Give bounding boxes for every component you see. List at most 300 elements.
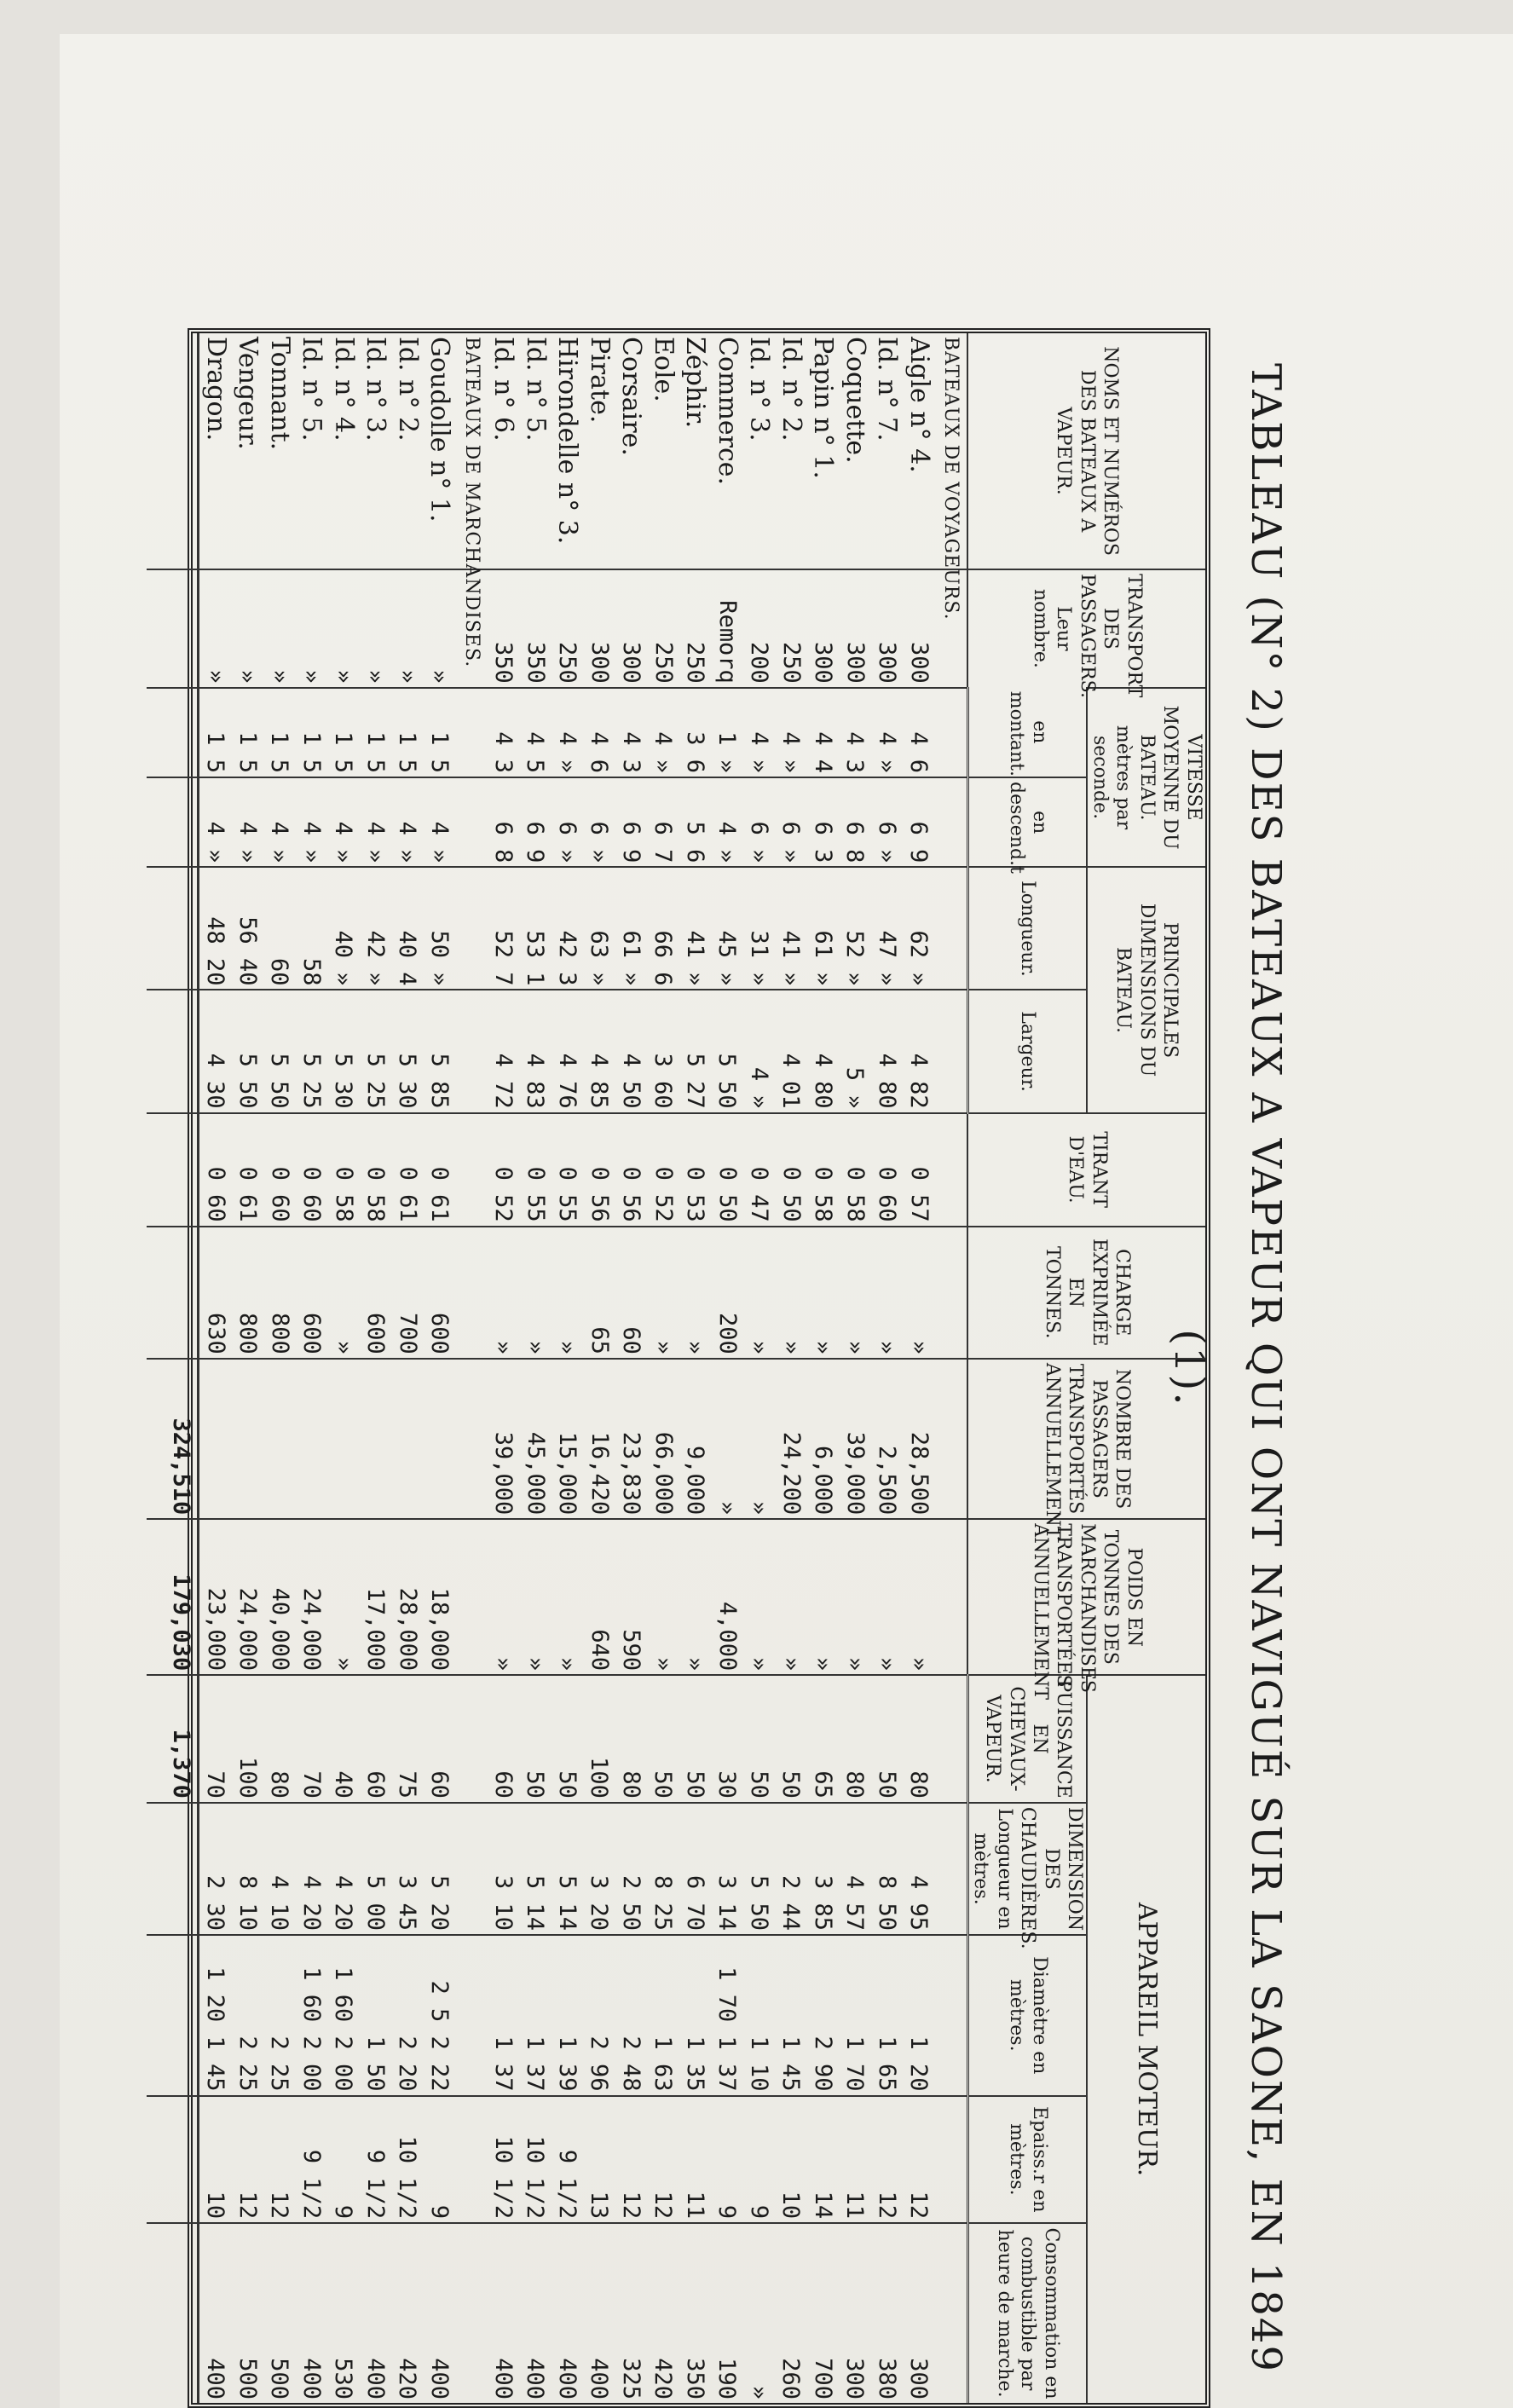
table-cell: 1 37 — [522, 2036, 549, 2092]
table-cell: 4 72 — [490, 1053, 517, 1109]
table-cell: » — [234, 669, 262, 684]
table-cell: 40 — [330, 1770, 357, 1799]
table-cell: 300 — [841, 2358, 869, 2399]
table-cell: 50 — [777, 1770, 805, 1799]
header-transport — [968, 569, 1206, 698]
section-spacer — [935, 782, 967, 863]
table-cell — [200, 1363, 233, 1515]
table-cell: » — [490, 1340, 517, 1354]
table-cell: 30 — [713, 1770, 741, 1799]
col-poids — [199, 1519, 968, 1675]
table-cell: 2 25 — [266, 2036, 293, 2092]
section-spacer — [935, 2227, 967, 2399]
table-cell: 24,000 — [234, 1587, 262, 1672]
table-cell: 0 52 — [490, 1166, 517, 1222]
table-cell: 50 — [554, 1770, 580, 1799]
table-cell: 2 30 — [202, 1875, 229, 1932]
header-longueur: Longueur. — [968, 867, 1088, 990]
table-cell — [296, 1363, 328, 1515]
table-cell: 4 76 — [554, 1053, 580, 1109]
section-spacer — [935, 994, 967, 1108]
table-cell: 18,000 — [426, 1587, 453, 1672]
table-cell: 9 1/2 — [298, 2149, 325, 2220]
header-names: NOMS ET NUMÉROS DES BATEAUX A VAPEUR. — [968, 333, 1206, 569]
section-spacer — [456, 1523, 488, 1671]
table-cell: 16,420 — [586, 1431, 613, 1516]
table-cell: 12 — [650, 2191, 677, 2220]
table-cell: 300 — [905, 2358, 933, 2399]
table-cell: 3 14 — [713, 1875, 741, 1932]
table-cell: 12 — [234, 2191, 261, 2220]
table-cell: 9,000 — [682, 1446, 709, 1516]
table-cell: 10 — [777, 2191, 805, 2220]
table-cell — [232, 1363, 264, 1515]
table-cell: 5 30 — [330, 1053, 357, 1109]
table-cell: 250 — [554, 641, 581, 684]
table-cell: 14 — [810, 2191, 836, 2220]
table-cell: 4 3 — [618, 731, 644, 774]
section-spacer — [455, 692, 488, 773]
table-cell: 2 44 — [777, 1875, 805, 1932]
table-cell: 42 » — [362, 930, 389, 986]
table-cell: 300 — [586, 641, 613, 684]
table-cell: 40,000 — [267, 1587, 293, 1672]
table-cell: 24,000 — [298, 1587, 326, 1672]
table-cell: 1 5 — [362, 731, 389, 774]
table-cell: 41 » — [682, 930, 708, 986]
table-cell: 400 — [298, 2358, 325, 2399]
table-cell: 0 61 — [426, 1166, 453, 1222]
table-cell: 50 — [874, 1770, 900, 1799]
table-cell: 58 — [298, 957, 325, 986]
table-cell: » — [682, 1340, 709, 1354]
table-cell: 6,000 — [810, 1446, 837, 1516]
header-puissance: PUISSANCE EN CHEVAUX-VAPEUR. — [968, 1675, 1088, 1803]
table-cell: 600 — [362, 1313, 390, 1354]
boat-name: Papin n° 1. — [808, 337, 839, 479]
table-cell: 4 80 — [810, 1053, 836, 1109]
table-cell: » — [746, 1340, 773, 1354]
boat-name: Commerce. — [713, 337, 742, 486]
data-table — [147, 333, 1206, 2403]
table-cell: 300 — [618, 641, 645, 684]
table-cell: 11 — [682, 2191, 708, 2220]
table-cell: 5 6 — [682, 821, 708, 863]
table-cell: » — [362, 669, 390, 684]
table-cell: 420 — [394, 2358, 421, 2399]
table-cell: 2 48 — [618, 2036, 644, 2092]
table-cell: 48 20 — [202, 916, 229, 986]
table-cell: 60 — [426, 1770, 453, 1799]
header-largeur: Largeur. — [968, 990, 1088, 1112]
table-cell: 640 — [586, 1629, 613, 1672]
col-transport — [199, 569, 968, 688]
boat-name: Corsaire. — [616, 337, 647, 456]
table-cell: » — [746, 1656, 773, 1672]
section-spacer — [455, 1679, 488, 1799]
table-cell: 80 — [266, 1770, 293, 1799]
table-cell: 300 — [874, 641, 901, 684]
table-cell: 1 60 2 00 — [330, 1966, 357, 2092]
section-spacer — [455, 1939, 488, 2091]
totals-row — [147, 333, 199, 2403]
table-cell: 6 » — [874, 821, 900, 863]
header-tirant: TIRANT D'EAU. — [968, 1113, 1206, 1227]
boat-name: Aigle n° 4. — [904, 337, 934, 473]
table-cell: 3 20 — [586, 1875, 613, 1932]
table-cell: 1 5 — [330, 731, 357, 774]
table-cell: » — [842, 1340, 869, 1354]
table-cell: 4 » — [426, 821, 453, 863]
table-cell: 9 — [713, 2204, 741, 2220]
table-cell: 4 » — [330, 821, 357, 863]
table-cell: » — [331, 1656, 357, 1672]
table-cell: » — [554, 1340, 581, 1354]
table-cell: 1 5 — [298, 731, 325, 774]
boat-name: Pirate. — [585, 337, 615, 424]
table-cell: 12 — [266, 2191, 293, 2220]
table-cell: 4 83 — [522, 1053, 549, 1109]
table-cell: 47 » — [874, 930, 900, 986]
table-cell: 250 — [682, 641, 709, 684]
table-cell: 1 60 2 00 — [298, 1966, 325, 2092]
boat-name: Id. n° 3. — [744, 337, 775, 442]
table-cell: 6 9 — [522, 821, 549, 863]
table-cell: 400 — [554, 2358, 580, 2399]
table-cell: 1 5 — [426, 731, 453, 774]
table-cell: 66,000 — [650, 1431, 677, 1516]
col-chaud-diametre — [199, 1935, 968, 2095]
table-cell: 17,000 — [362, 1587, 390, 1672]
table-cell: 1 70 1 37 — [713, 1966, 741, 2092]
table-cell: 4 » — [713, 821, 741, 863]
table-cell: 4 80 — [874, 1053, 900, 1109]
table-cell: » — [523, 1656, 549, 1672]
header-dimensions: PRINCIPALES DIMENSIONS DU BATEAU. — [1088, 867, 1206, 1112]
boat-name: Tonnant. — [265, 337, 295, 451]
table-cell — [392, 1363, 424, 1515]
table-cell: » — [395, 669, 421, 684]
table-cell: 4 » — [362, 821, 389, 863]
table-cell: 1 20 1 45 — [202, 1966, 229, 2092]
table-cell: 42 3 — [554, 930, 580, 986]
table-cell: 5 20 — [426, 1875, 453, 1932]
table-cell: 190 — [713, 2358, 741, 2399]
col-chaud-epaisseur — [199, 2096, 968, 2224]
table-cell: 12 — [905, 2191, 933, 2220]
table-cell: 53 1 — [522, 930, 549, 986]
table-cell: 41 » — [777, 930, 805, 986]
steamboat-table — [168, 328, 1210, 2408]
table-cell: 2 50 — [618, 1875, 644, 1932]
table-cell: 6 9 — [618, 821, 644, 863]
boat-name: Id. n° 6. — [488, 337, 519, 442]
table-cell: 52 7 — [490, 930, 517, 986]
table-cell: 0 56 — [618, 1166, 645, 1222]
table-cell: 250 — [778, 641, 805, 684]
boat-name: Vengeur. — [233, 337, 263, 450]
table-cell: » — [746, 1501, 773, 1516]
table-body — [147, 333, 968, 2403]
table-cell: 4 10 — [266, 1875, 293, 1932]
boat-name: Id. n° 7. — [872, 337, 903, 442]
section-spacer — [935, 1679, 967, 1799]
table-cell: 8 10 — [234, 1875, 261, 1932]
table-cell: 0 58 — [810, 1166, 837, 1222]
table-cell: 10 1/2 — [394, 2135, 421, 2220]
table-cell: 350 — [682, 2358, 708, 2399]
table-cell: » — [682, 1656, 709, 1672]
table-cell: 400 — [586, 2358, 613, 2399]
section-spacer — [455, 871, 488, 985]
table-cell: 5 14 — [554, 1875, 580, 1932]
table-cell: 6 » — [777, 821, 805, 863]
table-cell: 2 90 — [810, 2036, 836, 2092]
table-cell: » — [778, 1340, 805, 1354]
table-cell: 5 50 — [234, 1053, 261, 1109]
table-cell: 4 20 — [330, 1875, 357, 1932]
table-data-row — [199, 333, 968, 2403]
table-cell: 4 » — [777, 731, 805, 774]
table-cell: 6 8 — [841, 821, 869, 863]
boat-name: Eole. — [649, 337, 679, 402]
table-cell: 325 — [618, 2358, 644, 2399]
boat-name: Id. n° 2. — [777, 337, 806, 442]
table-cell: 4 » — [234, 821, 261, 863]
table-cell: 4 » — [202, 821, 229, 863]
table-cell: 8 50 — [874, 1875, 900, 1932]
table-cell: 250 — [650, 641, 677, 684]
table-cell: 40 » — [330, 930, 357, 986]
table-cell: 4 30 — [202, 1053, 229, 1109]
table-cell: 52 » — [841, 930, 869, 986]
table-cell: 590 — [618, 1629, 645, 1672]
table-cell: 0 50 — [714, 1166, 741, 1222]
table-cell: 10 1/2 — [522, 2135, 549, 2220]
header-vitesse-down: en descend.t — [968, 777, 1088, 867]
table-cell: 4 85 — [586, 1053, 613, 1109]
table-cell: 1 5 — [266, 731, 293, 774]
table-cell: 0 60 — [203, 1166, 229, 1222]
table-cell: 6 3 — [810, 821, 836, 863]
section-spacer — [935, 1231, 967, 1354]
table-cell: 0 60 — [267, 1166, 293, 1222]
table-cell: 50 » — [426, 930, 453, 986]
table-cell: 4 3 — [490, 731, 517, 774]
col-charge — [199, 1227, 968, 1359]
table-cell: 65 — [810, 1770, 836, 1799]
table-cell: 400 — [426, 2358, 453, 2399]
boat-name: Dragon. — [201, 337, 231, 442]
table-cell: 12 — [618, 2191, 644, 2220]
table-cell: 3 60 — [650, 1053, 677, 1109]
section-spacer — [456, 1363, 488, 1515]
table-cell: 4 01 — [777, 1053, 805, 1109]
table-cell: 24,200 — [778, 1431, 805, 1516]
col-longueur — [199, 867, 968, 990]
table-cell: 23,830 — [618, 1431, 645, 1516]
table-cell: 0 55 — [523, 1166, 549, 1222]
table-cell: 500 — [266, 2358, 293, 2399]
table-cell: 100 — [234, 1757, 261, 1799]
table-cell: 4 57 — [841, 1875, 869, 1932]
header-vitesse-unit: mètres par seconde. — [1089, 725, 1135, 830]
section-spacer — [935, 871, 967, 985]
table-cell: 600 — [426, 1313, 453, 1354]
table-cell: » — [203, 669, 229, 684]
table-cell: 9 — [426, 2204, 453, 2220]
table-cell: 1 5 — [202, 731, 229, 774]
table-cell: 1 37 — [490, 2036, 517, 2092]
table-cell: 0 61 — [395, 1166, 421, 1222]
table-cell: 0 60 — [874, 1166, 901, 1222]
section-spacer — [456, 1117, 488, 1222]
table-cell: 9 — [330, 2204, 357, 2220]
col-vitesse-up — [199, 688, 968, 777]
table-cell — [328, 1363, 361, 1515]
table-cell: 200 — [746, 641, 773, 684]
table-cell: 50 — [682, 1770, 708, 1799]
table-cell: 8 25 — [650, 1875, 677, 1932]
table-cell: 60 — [618, 1326, 645, 1354]
table-cell: 23,000 — [203, 1587, 229, 1672]
table-cell: 4 » — [266, 821, 293, 863]
table-cell: 530 — [330, 2358, 357, 2399]
table-cell: 61 » — [810, 930, 836, 986]
header-chaud-longueur-text: Longueur en mètres. — [970, 1808, 1015, 1930]
table-cell: 80 — [841, 1770, 869, 1799]
table-cell: 45,000 — [523, 1431, 549, 1516]
header-chaudieres: DIMENSION DES CHAUDIÈRES. — [1017, 1806, 1086, 1949]
table-cell: 2,500 — [874, 1446, 901, 1516]
table-cell: » — [331, 1340, 357, 1354]
table-cell: 6 8 — [490, 821, 517, 863]
table-cell: 1 45 — [777, 2036, 805, 2092]
table-cell: 4 » — [298, 821, 325, 863]
table-cell: 1 » — [713, 731, 741, 774]
table-cell: 4 » — [554, 731, 580, 774]
page-title: TABLEAU (N° 2) DES BATEAUX A VAPEUR QUI ONT NAVIGUÉ SUR LA SAONE, EN 1849 (1). — [1165, 363, 1290, 2373]
table-cell: » — [746, 2385, 772, 2399]
table-cell: » — [490, 1656, 517, 1672]
table-cell: 10 1/2 — [490, 2135, 517, 2220]
table-cell: 10 — [202, 2191, 229, 2220]
table-cell: 0 52 — [650, 1166, 677, 1222]
table-cell: » — [874, 1656, 901, 1672]
header-consommation: Consommation en combustible par heure de marche. — [968, 2223, 1088, 2403]
table-cell: 200 — [714, 1313, 741, 1354]
table-cell: 6 » — [586, 821, 613, 863]
table-cell: 6 9 — [905, 821, 933, 863]
table-cell: 0 50 — [778, 1166, 805, 1222]
table-cell: 260 — [777, 2358, 805, 2399]
header-transport-top: TRANSPORT DES PASSAGERS. — [1077, 574, 1145, 698]
boat-name: Coquette. — [840, 337, 870, 464]
table-cell: 5 30 — [394, 1053, 421, 1109]
table-cell: 1 70 — [841, 2036, 869, 2092]
section-spacer — [455, 2227, 488, 2399]
table-cell: 2 20 — [394, 2036, 421, 2092]
table-cell: » — [810, 1656, 837, 1672]
section-spacer — [455, 994, 488, 1108]
section-spacer — [935, 1117, 967, 1222]
table-cell: 1 5 — [394, 731, 421, 774]
total-poids: 179,030 — [147, 1519, 199, 1675]
table-cell: » — [906, 1656, 933, 1672]
table-cell: 4 6 — [586, 731, 613, 774]
table-cell: 5 50 — [266, 1053, 293, 1109]
table-cell: 300 — [842, 641, 869, 684]
col-tirant — [199, 1113, 968, 1227]
table-cell: 50 — [746, 1770, 772, 1799]
table-cell: 300 — [810, 641, 837, 684]
col-consommation — [199, 2223, 968, 2403]
col-passagers-annuel — [199, 1359, 968, 1519]
table-cell: 4 20 — [298, 1875, 325, 1932]
table-cell: Remorq — [714, 600, 741, 684]
table-cell: » — [267, 669, 293, 684]
table-cell: 1 65 — [874, 2036, 900, 2092]
col-chaud-longueur — [199, 1803, 968, 1935]
table-cell: 1 50 — [362, 2036, 389, 2092]
table-cell: 13 — [586, 2191, 613, 2220]
table-cell: 3 6 — [682, 731, 708, 774]
table-cell: 700 — [395, 1313, 421, 1354]
table-cell: 15,000 — [554, 1431, 581, 1516]
section-spacer — [455, 782, 488, 863]
table-cell: » — [650, 1656, 677, 1672]
header-appareil: APPAREIL MOTEUR. — [1088, 1675, 1206, 2403]
boat-name: Goudolle n° 1. — [424, 337, 455, 523]
table-cell: 1 35 — [682, 2036, 708, 2092]
table-cell: 9 1/2 — [362, 2149, 389, 2220]
table-cell: » — [842, 1656, 869, 1672]
header-vitesse — [1088, 688, 1206, 868]
table-cell: 45 » — [713, 930, 741, 986]
table-cell — [264, 1363, 297, 1515]
table-cell: 600 — [298, 1313, 326, 1354]
table-cell: 0 56 — [586, 1166, 613, 1222]
col-vitesse-down — [199, 777, 968, 867]
table-cell: 11 — [841, 2191, 869, 2220]
header-chaud-longueur — [968, 1803, 1088, 1949]
table-cell: 3 10 — [490, 1875, 517, 1932]
boat-name: Id. n° 2. — [393, 337, 423, 442]
page-paper — [60, 34, 1513, 2408]
table-cell: 5 14 — [522, 1875, 549, 1932]
table-cell: » — [426, 669, 453, 684]
rotated-page — [168, 328, 1304, 2408]
table-cell: 6 » — [746, 821, 772, 863]
table-cell: » — [810, 1340, 837, 1354]
boat-name: Id. n° 5. — [521, 337, 551, 442]
table-cell: 4 3 — [841, 731, 869, 774]
table-cell: 2 25 — [234, 2036, 261, 2092]
table-cell: 62 » — [905, 930, 933, 986]
table-cell: 5 50 — [746, 1875, 772, 1932]
boat-name: Zéphir. — [680, 337, 711, 429]
table-cell: 400 — [362, 2358, 389, 2399]
table-cell: 0 53 — [682, 1166, 709, 1222]
section-spacer — [935, 1523, 967, 1671]
total-passagers: 324,510 — [147, 1359, 199, 1519]
table-cell: 350 — [490, 641, 517, 684]
table-cell: 80 — [618, 1770, 644, 1799]
header-chaud-diametre: Diamètre en mètres. — [968, 1935, 1088, 2095]
table-cell: 60 — [362, 1770, 389, 1799]
table-cell: 2 5 2 22 — [426, 1980, 453, 2092]
table-cell — [360, 1363, 392, 1515]
